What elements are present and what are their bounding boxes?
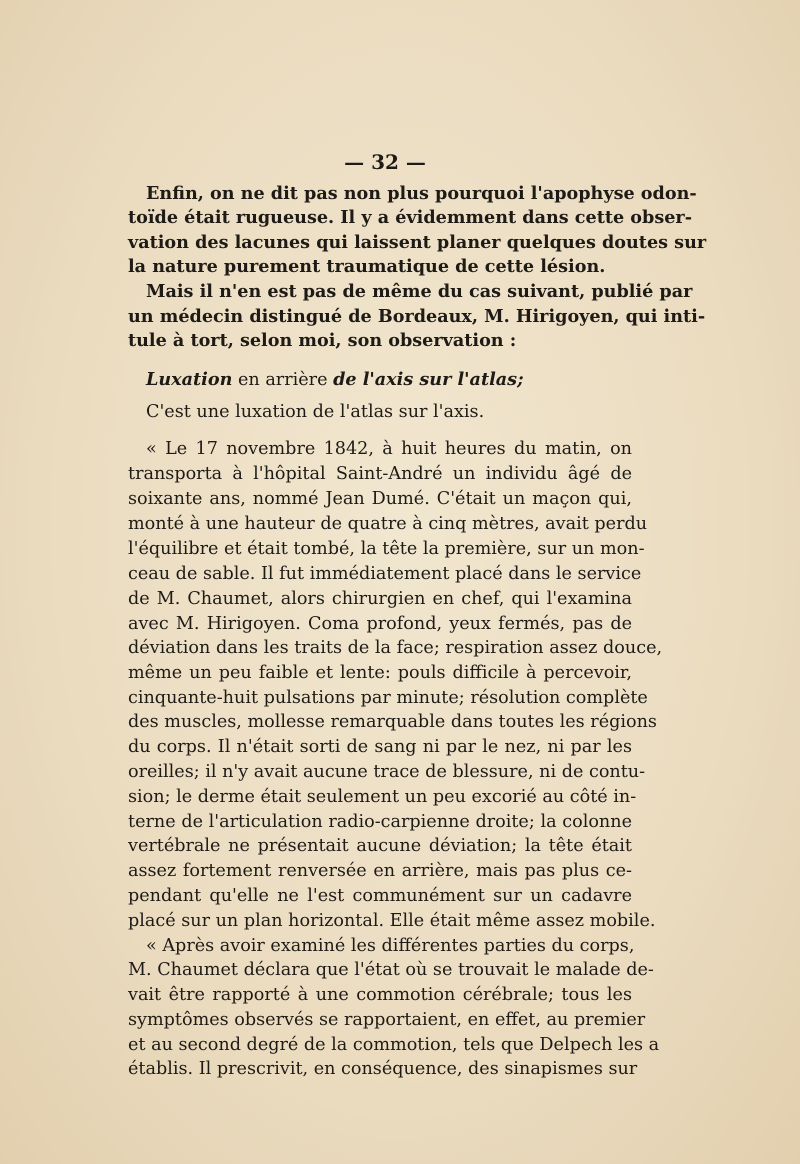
text-line: C'est une luxation de l'atlas sur l'axis. — [146, 402, 485, 422]
text-line: des muscles, mollesse remarquable dans toutes les régions — [128, 712, 657, 732]
text-line: « Après avoir examiné les différentes parties du corps, — [146, 936, 635, 956]
text-line: cinquante-huit pulsations par minute; résolution complète — [128, 688, 648, 708]
text-line: Mais il n'en est pas de même du cas suivant, publié par — [146, 281, 693, 302]
text-line: la nature purement traumatique de cette lésion. — [128, 256, 606, 277]
heading-italic: Luxation — [146, 369, 233, 390]
text-line: placé sur un plan horizontal. Elle était même assez mobile. — [128, 911, 656, 931]
text-line: symptômes observés se rapportaient, en effet, au premier — [128, 1010, 646, 1030]
text-line: Enfin, on ne dit pas non plus pourquoi l'apophyse odon- — [146, 183, 697, 204]
text-line: soixante ans, nommé Jean Dumé. C'était un maçon qui, — [128, 489, 632, 509]
text-line: terne de l'articulation radio-carpienne droite; la colonne — [128, 812, 632, 832]
text-line: « Le 17 novembre 1842, à huit heures du matin, on — [146, 439, 632, 459]
text-line: tule à tort, selon moi, son observation : — [128, 330, 517, 351]
text-line: pendant qu'elle ne l'est communément sur un cadavre — [128, 886, 632, 906]
text-line: sion; le derme était seulement un peu excorié au côté in- — [128, 787, 637, 807]
text-line: vation des lacunes qui laissent planer quelques doutes sur — [128, 232, 707, 253]
text-line: déviation dans les traits de la face; respiration assez douce, — [128, 638, 663, 658]
text-line: M. Chaumet déclara que l'état où se trouvait le malade de- — [128, 960, 654, 980]
text-line: un médecin distingué de Bordeaux, M. Hirigoyen, qui inti- — [128, 306, 706, 327]
text-line: du corps. Il n'était sorti de sang ni par le nez, ni par les — [128, 737, 632, 757]
text-line: et au second degré de la commotion, tels que Delpech les a — [128, 1035, 660, 1055]
text-line: vertébrale ne présentait aucune déviation; la tête était — [128, 836, 632, 856]
text-line: l'équilibre et était tombé, la tête la première, sur un mon- — [128, 539, 645, 559]
text-line: même un peu faible et lente: pouls difficile à percevoir, — [128, 663, 632, 683]
text-line: oreilles; il n'y avait aucune trace de blessure, ni de contu- — [128, 762, 646, 782]
observation-heading — [146, 368, 650, 392]
text-line: avec M. Hirigoyen. Coma profond, yeux fermés, pas de — [128, 614, 632, 634]
text-line: établis. Il prescrivit, en conséquence, des sinapismes sur — [128, 1059, 638, 1079]
text-line: de M. Chaumet, alors chirurgien en chef, qui l'examina — [128, 589, 632, 609]
text-line: ceau de sable. Il fut immédiatement placé dans le service — [128, 564, 642, 584]
text-line: toïde était rugueuse. Il y a évidemment dans cette obser- — [128, 207, 692, 228]
text-line: assez fortement renversée en arrière, mais pas plus ce- — [128, 861, 632, 881]
heading-roman: en arrière — [232, 370, 334, 390]
heading-italic: de l'axis sur l'atlas; — [333, 369, 524, 390]
page-number: — 32 — — [344, 150, 426, 174]
text-line: vait être rapporté à une commotion cérébrale; tous les — [128, 985, 632, 1005]
text-line: monté à une hauteur de quatre à cinq mètres, avait perdu — [128, 514, 648, 534]
text-line: transporta à l'hôpital Saint-André un individu âgé de — [128, 464, 632, 484]
